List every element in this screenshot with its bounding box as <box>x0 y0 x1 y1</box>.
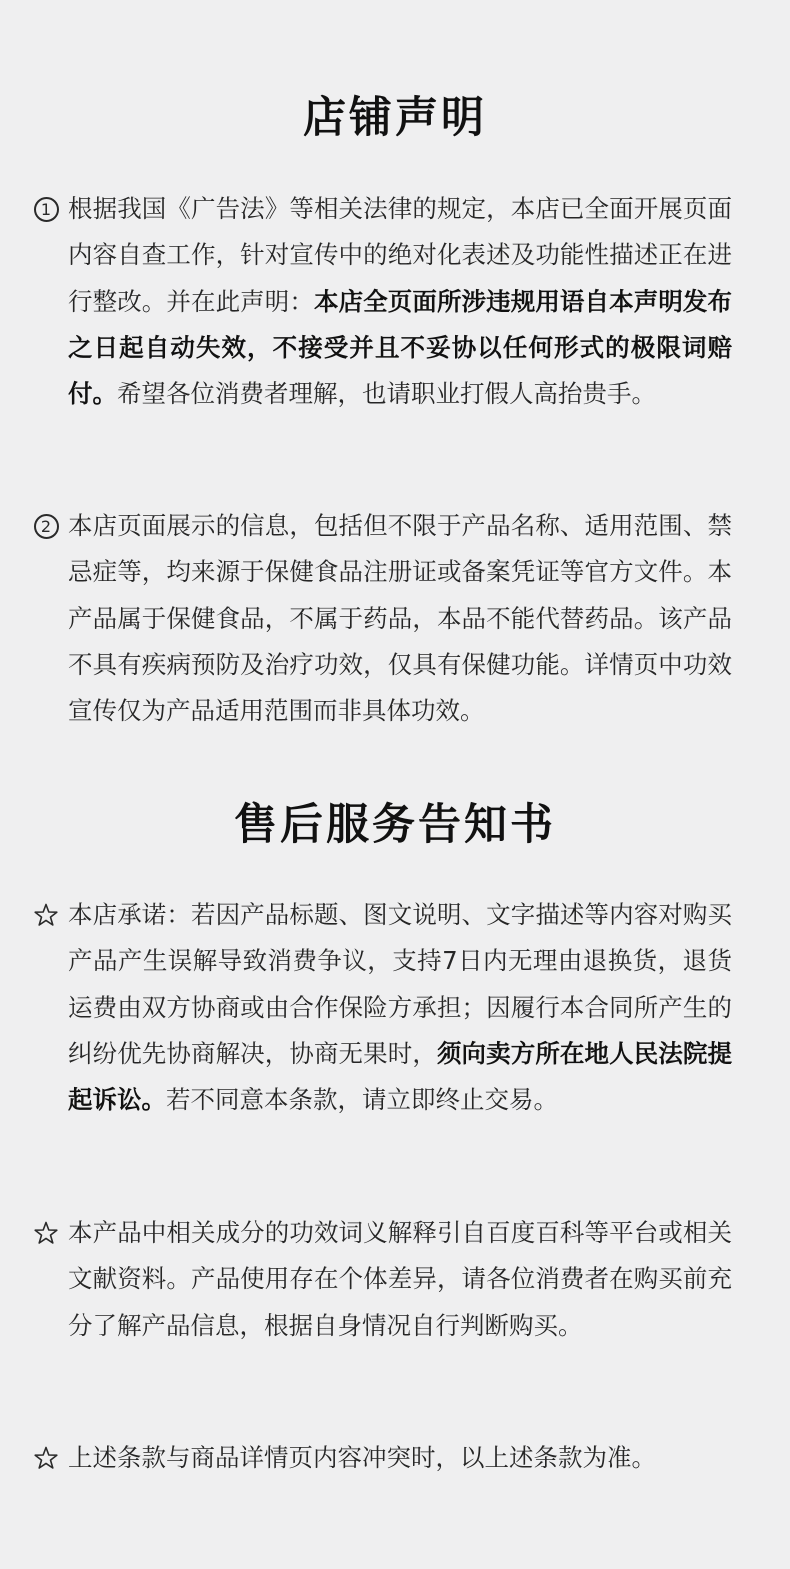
after-sales-item-1 <box>32 892 732 1123</box>
statement-item-text <box>68 186 732 417</box>
text-segment: 希望各位消费者理解，也请职业打假人高抬贵手。 <box>117 379 656 409</box>
star-icon <box>34 903 58 927</box>
text-segment: 本产品中相关成分的功效词义解释引自百度百科等平台或相关文献资料。产品使用存在个体差异，请各位消费者在购买前充分了解产品信息，根据自身情况自行判断购买。 <box>68 1218 732 1340</box>
after-sales-item-3 <box>32 1435 732 1481</box>
statement-item-1 <box>32 186 732 417</box>
text-segment: 若不同意本条款，请立即终止交易。 <box>166 1085 558 1115</box>
text-segment: 本店承诺：若因产品标题、图文说明、文字描述等内容对购买产品产生误解导致消费争议，支持7日内无理由退换货，退货运费由双方协商或由合作保险方承担；因履行本合同所产生的纠纷优先协商解决，协商无果时， <box>68 900 732 1068</box>
text-segment: 根据我国《广告法》等相关法律的规定，本店已全面开展页面内容自查工作，针对宣传中的绝对化表述及功能性描述正在进行整改。并在此声明： <box>68 194 732 316</box>
statement-item-2 <box>32 503 732 734</box>
circled-number-2: 2 <box>32 503 60 549</box>
after-sales-item-text <box>68 892 732 1123</box>
statement-title: 店铺声明 <box>303 93 487 143</box>
bold-text-segment: 须向卖方所在地人民法院提起诉讼。 <box>68 1038 733 1115</box>
after-sales-item-2 <box>32 1210 732 1349</box>
after-sales-item-text <box>68 1210 732 1349</box>
text-segment: 上述条款与商品详情页内容冲突时，以上述条款为准。 <box>68 1443 656 1472</box>
statement-item-text <box>68 503 732 734</box>
star-icon <box>34 1221 58 1245</box>
text-segment: 本店页面展示的信息，包括但不限于产品名称、适用范围、禁忌症等，均来源于保健食品注册证或备案凭证等官方文件。本产品属于保健食品，不属于药品，本品不能代替药品。该产品不具有疾病预防及治疗功效，仅具有保健功能。详情页中功效宣传仅为产品适用范围而非具体功效。 <box>68 511 732 726</box>
star-icon <box>34 1446 58 1470</box>
after-sales-item-text <box>68 1435 732 1481</box>
after-sales-title: 售后服务告知书 <box>234 800 556 850</box>
bold-text-segment: 本店全页面所涉违规用语自本声明发布之日起自动失效，不接受并且不妥协以任何形式的极限词赔付。 <box>68 286 733 409</box>
circled-number-1: 1 <box>32 186 60 232</box>
